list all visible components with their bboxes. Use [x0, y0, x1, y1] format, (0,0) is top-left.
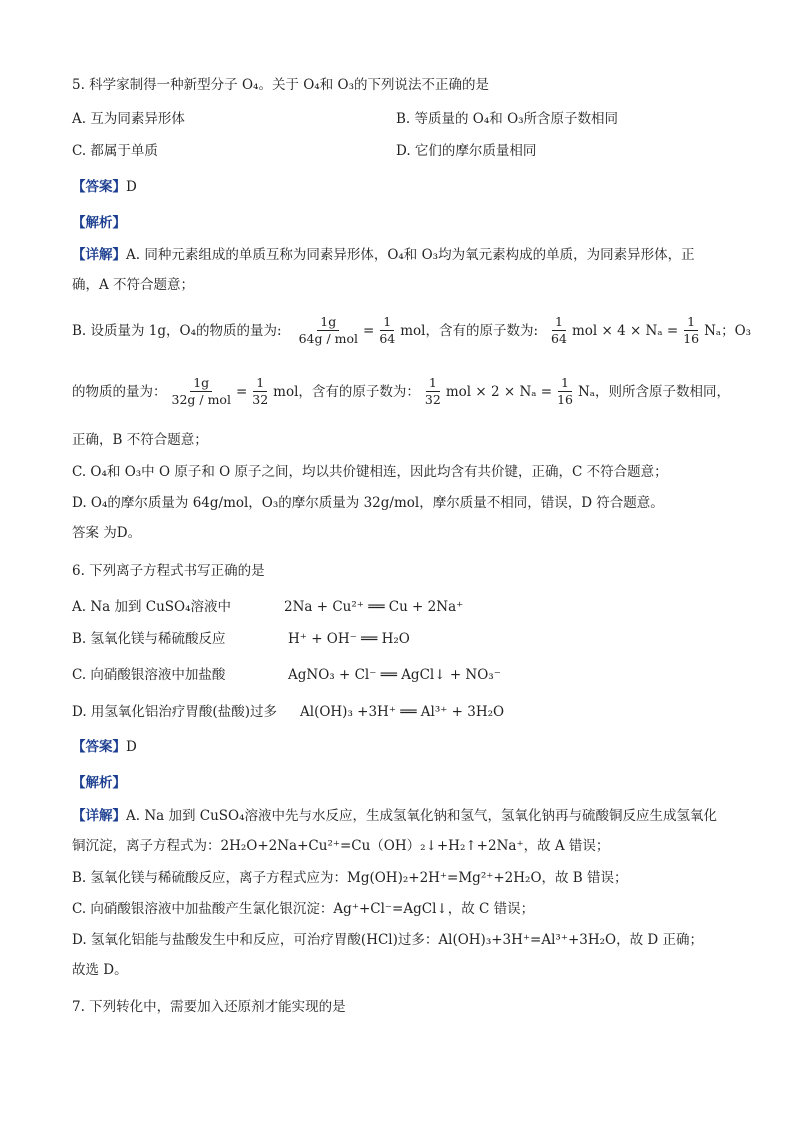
fraction — [554, 375, 576, 408]
q5-option-a: A. 互为同素异形体 — [72, 111, 185, 127]
text: mol × 2 × Nₐ = — [445, 383, 553, 400]
q6-option-a-eq: 2Na + Cu²⁺ ══ Cu + 2Na⁺ — [284, 599, 464, 615]
q6-option-b-eq: H⁺ + OH⁻ ══ H₂O — [288, 631, 410, 647]
q6-option-b-label: B. 氢氧化镁与稀硫酸反应 — [72, 631, 226, 647]
equals: = — [363, 322, 375, 339]
numerator: 1g — [190, 375, 212, 392]
answer-tag: 【答案】 — [72, 739, 126, 755]
q6-option-d-label: D. 用氢氧化铝治疗胃酸(盐酸)过多 — [72, 704, 277, 720]
q5-option-b: B. 等质量的 O₄和 O₃所含原子数相同 — [396, 111, 619, 127]
denominator: 16 — [557, 392, 573, 407]
answer-tag: 【答案】 — [72, 179, 126, 195]
denominator: 32g / mol — [171, 392, 231, 407]
text: mol，含有的原子数为： — [273, 383, 420, 400]
fraction — [296, 314, 361, 347]
denominator: 64 — [379, 331, 396, 346]
text: Nₐ；O₃ — [704, 322, 752, 339]
text: mol × 4 × Nₐ = — [571, 322, 679, 339]
analysis-tag: 【解析】 — [72, 775, 126, 791]
q5-detail-b3: 正确，B 不符合题意； — [72, 432, 208, 448]
q6-detail-c: C. 向硝酸银溶液中加盐酸产生氯化银沉淀：Ag⁺+Cl⁻=AgCl↓，故 C 错误； — [72, 901, 535, 917]
q6-conclusion: 故选 D。 — [72, 962, 128, 978]
detail-text: A. Na 加到 CuSO₄溶液中先与水反应，生成氢氧化钠和氢气，氢氧化钠再与硫酸铜反应生成氢氧化 — [126, 808, 718, 824]
q6-detail-a1 — [72, 806, 717, 826]
q5-answer — [72, 177, 137, 197]
fraction — [548, 314, 570, 347]
q5-detail-c: C. O₄和 O₃中 O 原子和 O 原子之间，均以共价键相连，因此均含有共价键，正确，C 不符合题意； — [72, 464, 668, 480]
q7-stem: 7. 下列转化中，需要加入还原剂才能实现的是 — [72, 999, 346, 1015]
denominator: 64g / mol — [298, 331, 359, 346]
q5-detail-a2: 确，A 不符合题意； — [72, 277, 195, 293]
q6-detail-a2: 铜沉淀，离子方程式为：2H₂O+2Na+Cu²⁺=Cu（OH）₂↓+H₂↑+2Na⁺，故 A 错误； — [72, 838, 610, 854]
analysis-tag: 【解析】 — [72, 215, 126, 231]
q5-detail-d: D. O₄的摩尔质量为 64g/mol，O₃的摩尔质量为 32g/mol，摩尔质量不相同，错误，D 符合题意。 — [72, 495, 664, 511]
q5-option-d: D. 它们的摩尔质量相同 — [396, 143, 537, 159]
q6-option-a-label: A. Na 加到 CuSO₄溶液中 — [72, 599, 232, 615]
q5-detail-b2 — [72, 375, 730, 408]
q5-analysis-tag — [72, 213, 126, 233]
detail-text: A. 同种元素组成的单质互称为同素异形体，O₄和 O₃均为氧元素构成的单质，为同素异形体，正 — [126, 247, 695, 263]
equals: = — [235, 383, 248, 400]
detail-tag: 【详解】 — [72, 808, 126, 824]
fraction — [422, 375, 444, 408]
fraction — [680, 314, 702, 347]
numerator: 1 — [426, 375, 440, 392]
denominator: 16 — [683, 331, 700, 346]
q6-detail-d: D. 氢氧化铝能与盐酸发生中和反应，可治疗胃酸(HCl)过多：Al(OH)₃+3H⁺=Al³⁺+3H₂O，故 D 正确； — [72, 932, 704, 948]
answer-value: D — [126, 739, 137, 755]
numerator: 1g — [317, 314, 339, 331]
fraction — [169, 375, 234, 408]
detail-tag: 【详解】 — [72, 247, 126, 263]
text: Nₐ，则所含原子数相同， — [577, 383, 731, 400]
answer-value: D — [126, 179, 137, 195]
text: B. 设质量为 1g，O₄的物质的量为: — [72, 322, 282, 339]
numerator: 1 — [684, 314, 698, 331]
q6-option-d-eq: Al(OH)₃ +3H⁺ ══ Al³⁺ + 3H₂O — [300, 704, 505, 720]
text: 的物质的量为： — [72, 383, 167, 400]
numerator: 1 — [253, 375, 267, 392]
q6-stem: 6. 下列离子方程式书写正确的是 — [72, 563, 265, 579]
fraction — [249, 375, 271, 408]
q6-detail-b: B. 氢氧化镁与稀硫酸反应，离子方程式应为：Mg(OH)₂+2H⁺=Mg²⁺+2H₂O，故 B 错误； — [72, 870, 628, 886]
q5-stem: 5. 科学家制得一种新型分子 O₄。关于 O₄和 O₃的下列说法不正确的是 — [72, 77, 489, 93]
numerator: 1 — [552, 314, 566, 331]
q6-analysis-tag — [72, 773, 126, 793]
q6-option-c-eq: AgNO₃ + Cl⁻ ══ AgCl↓ + NO₃⁻ — [288, 667, 501, 683]
text: mol，含有的原子数为: — [400, 322, 539, 339]
q5-detail-a1 — [72, 245, 695, 265]
q6-option-c-label: C. 向硝酸银溶液中加盐酸 — [72, 667, 226, 683]
q5-detail-b1 — [72, 314, 751, 347]
numerator: 1 — [380, 314, 394, 331]
denominator: 64 — [551, 331, 567, 346]
fraction — [376, 314, 398, 347]
denominator: 32 — [424, 392, 441, 407]
q6-answer — [72, 737, 137, 757]
denominator: 32 — [252, 392, 269, 407]
q5-option-c: C. 都属于单质 — [72, 143, 158, 159]
numerator: 1 — [558, 375, 572, 392]
q5-conclusion: 答案 为D。 — [72, 525, 142, 541]
